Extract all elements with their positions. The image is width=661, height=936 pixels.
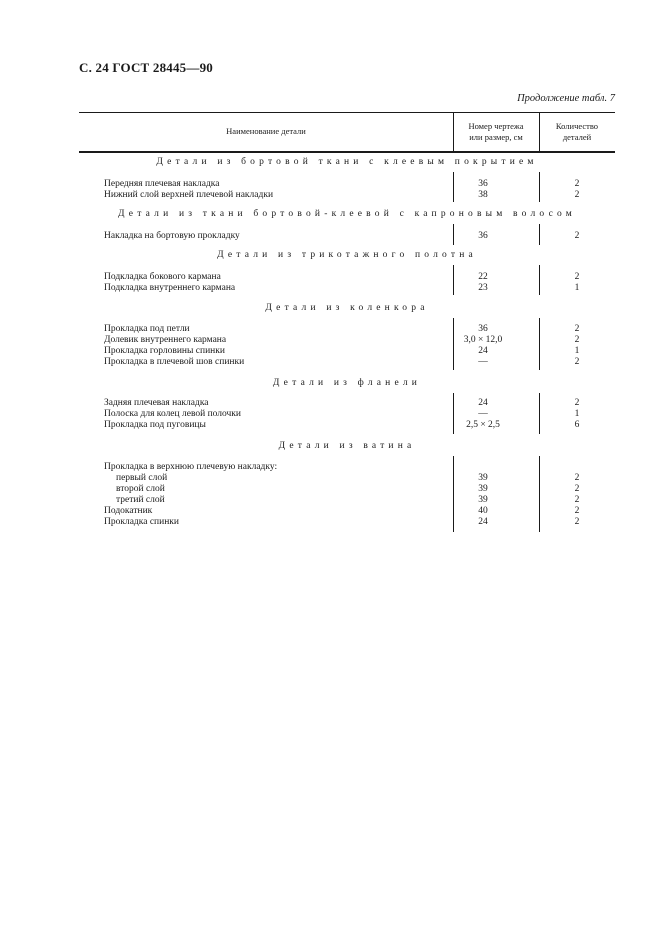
row-dim: 36 (478, 324, 488, 334)
row-dim: 24 (478, 517, 488, 527)
row-dim: 3,0 × 12,0 (463, 335, 503, 345)
row-name: Полоска для колец левой полочки (104, 409, 242, 419)
column-header-qty-line1: Количество (555, 121, 599, 131)
row-dim: — (478, 357, 488, 367)
table-row (0, 462, 661, 473)
row-dim: 39 (478, 473, 488, 483)
table-row (0, 409, 661, 420)
row-dim: 36 (478, 179, 488, 189)
row-qty: 2 (574, 495, 580, 505)
row-name: Нижний слой верхней плечевой накладки (104, 190, 274, 200)
row-name: Задняя плечевая накладка (104, 398, 209, 408)
table-row (0, 179, 661, 190)
row-qty: 1 (574, 409, 580, 419)
table-row (0, 398, 661, 409)
row-name: Подкладка бокового кармана (104, 272, 221, 282)
row-dim: 22 (478, 272, 488, 282)
row-qty: 2 (574, 398, 580, 408)
row-qty: 2 (574, 231, 580, 241)
section-title: Детали из ткани бортовой-клеевой с капроновым волосом (118, 209, 576, 219)
column-header-dim (453, 121, 539, 143)
row-name: Подкладка внутреннего кармана (104, 283, 236, 293)
row-dim: 40 (478, 506, 488, 516)
column-header-name (79, 126, 453, 137)
section-title: Детали из ватина (278, 441, 416, 451)
row-qty: 2 (574, 190, 580, 200)
row-name: Прокладка спинки (104, 517, 179, 527)
table-row (0, 495, 661, 506)
row-name: Долевик внутреннего кармана (104, 335, 227, 345)
row-qty: 2 (574, 272, 580, 282)
row-name: Прокладка под пуговицы (104, 420, 206, 430)
table-row (0, 335, 661, 346)
row-dim: 2,5 × 2,5 (466, 420, 500, 430)
row-dim: 36 (478, 231, 488, 241)
row-dim: 23 (478, 283, 488, 293)
section-title: Детали из трикотажного полотна (217, 250, 477, 260)
table-top-rule (79, 112, 615, 113)
row-qty: 2 (574, 324, 580, 334)
section-title: Детали из фланели (272, 378, 422, 388)
row-name: первый слой (116, 473, 168, 483)
column-header-dim-line1: Номер чертежа (468, 121, 524, 131)
table-row (0, 324, 661, 335)
row-qty: 1 (574, 346, 580, 356)
row-name: третий слой (116, 495, 165, 505)
column-header-dim-line2: или размер, см (469, 132, 523, 142)
column-header-qty (539, 121, 615, 143)
table-row (0, 272, 661, 283)
table-row (0, 357, 661, 368)
table-row (0, 190, 661, 201)
table-header-rule (79, 151, 615, 153)
column-header-qty-line2: деталей (562, 132, 592, 142)
row-qty: 2 (574, 179, 580, 189)
row-qty: 2 (574, 473, 580, 483)
row-name: Накладка на бортовую прокладку (104, 231, 240, 241)
table-row (0, 473, 661, 484)
page-header: С. 24 ГОСТ 28445—90 (79, 60, 213, 75)
section-title: Детали из бортовой ткани с клеевым покрытием (156, 157, 538, 167)
row-dim: 39 (478, 484, 488, 494)
section-title: Детали из коленкора (265, 303, 429, 313)
row-name: второй слой (116, 484, 165, 494)
row-qty: 2 (574, 335, 580, 345)
table-row (0, 420, 661, 431)
row-qty: 1 (574, 283, 580, 293)
row-dim: 24 (478, 398, 488, 408)
row-qty: 2 (574, 484, 580, 494)
row-qty: 6 (574, 420, 580, 430)
table-row (0, 346, 661, 357)
row-qty: 2 (574, 357, 580, 367)
row-name: Прокладка в плечевой шов спинки (104, 357, 245, 367)
row-dim: 38 (478, 190, 488, 200)
row-qty: 2 (574, 517, 580, 527)
row-dim: 24 (478, 346, 488, 356)
row-name: Прокладка горловины спинки (104, 346, 225, 356)
table-caption: Продолжение табл. 7 (517, 93, 615, 104)
row-dim: 39 (478, 495, 488, 505)
row-qty: 2 (574, 506, 580, 516)
row-name: Передняя плечевая накладка (104, 179, 220, 189)
table-row (0, 517, 661, 528)
row-name: Прокладка в верхнюю плечевую накладку: (104, 462, 278, 472)
row-name: Прокладка под петли (104, 324, 190, 334)
table-row (0, 484, 661, 495)
column-header-name-text: Наименование детали (226, 126, 306, 136)
table-row (0, 506, 661, 517)
table-row (0, 231, 661, 242)
row-name: Подокатник (104, 506, 153, 516)
table-row (0, 283, 661, 294)
row-dim: — (478, 409, 488, 419)
